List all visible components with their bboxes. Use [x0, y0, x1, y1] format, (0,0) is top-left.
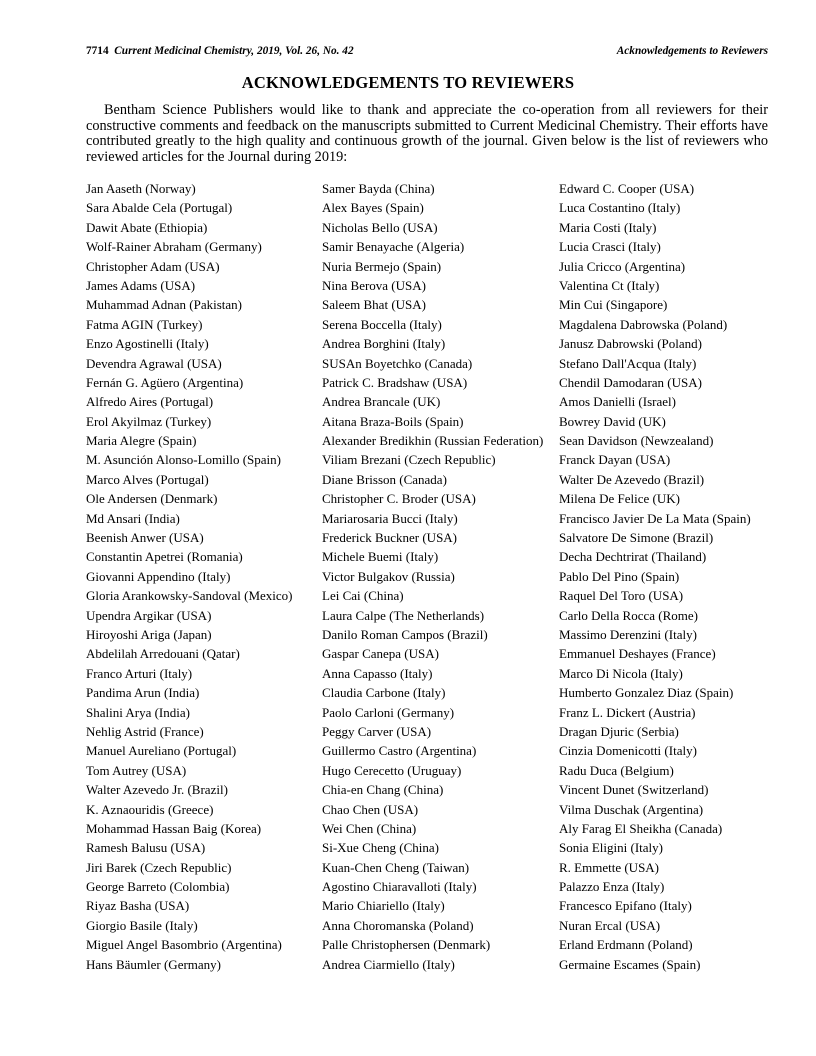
journal-citation: Current Medicinal Chemistry, 2019, Vol. 26, No. 42: [114, 45, 354, 57]
reviewer-entry: Magdalena Dabrowska (Poland): [559, 316, 728, 332]
reviewer-entry: Francesco Epifano (Italy): [559, 898, 692, 914]
reviewer-entry: Raquel Del Toro (USA): [559, 588, 684, 604]
reviewer-entry: Ramesh Balusu (USA): [86, 840, 206, 856]
intro-paragraph: Bentham Science Publishers would like to thank and appreciate the co-operation from all reviewers for their constructive comments and feedback on the manuscripts submitted to Current Medicinal Chemistry. Their efforts have contributed greatly to the high quality and continuous growth of the journal. Given below is the list of reviewers who reviewed articles for the Journal during 2019:: [86, 102, 768, 165]
reviewer-entry: Beenish Anwer (USA): [86, 530, 204, 546]
reviewer-entry: Radu Duca (Belgium): [559, 762, 674, 778]
reviewer-entry: Nina Berova (USA): [322, 277, 426, 293]
reviewer-entry: Lei Cai (China): [322, 588, 404, 604]
reviewer-entry: Samer Bayda (China): [322, 181, 435, 196]
reviewer-entry: Maria Costi (Italy): [559, 219, 657, 235]
reviewer-entry: Erland Erdmann (Poland): [559, 937, 693, 953]
reviewer-entry: K. Aznaouridis (Greece): [86, 801, 214, 817]
section-name: Acknowledgements to Reviewers: [616, 45, 768, 57]
reviewer-entry: Jan Aaseth (Norway): [86, 181, 196, 196]
reviewer-entry: Anna Choromanska (Poland): [322, 917, 474, 933]
reviewer-column-2: [322, 181, 550, 976]
reviewer-entry: Julia Cricco (Argentina): [559, 258, 686, 274]
reviewer-entry: Danilo Roman Campos (Brazil): [322, 626, 488, 642]
reviewer-entry: Serena Boccella (Italy): [322, 316, 442, 332]
reviewer-entry: George Barreto (Colombia): [86, 879, 230, 895]
reviewer-entry: Diane Brisson (Canada): [322, 471, 447, 487]
reviewer-entry: Luca Costantino (Italy): [559, 200, 681, 216]
reviewer-entry: Milena De Felice (UK): [559, 491, 680, 507]
reviewer-entry: Samir Benayache (Algeria): [322, 239, 465, 255]
reviewer-entry: Si-Xue Cheng (China): [322, 840, 439, 856]
page-number: 7714: [86, 45, 109, 57]
reviewer-entry: Upendra Argikar (USA): [86, 607, 212, 623]
reviewer-entry: Giorgio Basile (Italy): [86, 917, 198, 933]
reviewer-entry: Marco Alves (Portugal): [86, 471, 209, 487]
reviewer-entry: Gaspar Canepa (USA): [322, 646, 439, 662]
reviewer-entry: Viliam Brezani (Czech Republic): [322, 452, 496, 468]
reviewer-entry: Miguel Angel Basombrio (Argentina): [86, 937, 282, 953]
reviewer-entry: Andrea Ciarmiello (Italy): [322, 956, 455, 972]
header-left: [86, 45, 354, 57]
reviewer-entry: Hans Bäumler (Germany): [86, 956, 222, 972]
reviewer-entry: Bowrey David (UK): [559, 413, 666, 429]
reviewer-entry: Giovanni Appendino (Italy): [86, 568, 231, 584]
reviewer-entry: Christopher Adam (USA): [86, 258, 220, 274]
reviewer-entry: Franz L. Dickert (Austria): [559, 704, 696, 720]
reviewer-entry: Marco Di Nicola (Italy): [559, 665, 683, 681]
reviewer-entry: Frederick Buckner (USA): [322, 530, 458, 546]
reviewer-entry: Nuran Ercal (USA): [559, 917, 661, 933]
reviewer-entry: Vilma Duschak (Argentina): [559, 801, 704, 817]
reviewer-column-3: [559, 181, 774, 976]
reviewer-entry: Janusz Dabrowski (Poland): [559, 336, 702, 352]
reviewer-entry: Michele Buemi (Italy): [322, 549, 439, 565]
reviewer-entry: Pandima Arun (India): [86, 685, 200, 701]
reviewer-entry: Sean Davidson (Newzealand): [559, 433, 714, 449]
reviewer-entry: Vincent Dunet (Switzerland): [559, 782, 709, 798]
reviewer-entry: Palazzo Enza (Italy): [559, 879, 665, 895]
reviewer-entry: Aly Farag El Sheikha (Canada): [559, 820, 723, 836]
reviewer-entry: Maria Alegre (Spain): [86, 433, 197, 449]
reviewer-entry: Wolf-Rainer Abraham (Germany): [86, 239, 262, 255]
reviewer-entry: Valentina Ct (Italy): [559, 277, 660, 293]
reviewer-entry: Gloria Arankowsky-Sandoval (Mexico): [86, 588, 293, 604]
reviewer-entry: Riyaz Basha (USA): [86, 898, 190, 914]
reviewer-entry: Andrea Brancale (UK): [322, 394, 441, 410]
reviewer-entry: Enzo Agostinelli (Italy): [86, 336, 209, 352]
reviewer-entry: M. Asunción Alonso-Lomillo (Spain): [86, 452, 281, 468]
reviewer-entry: Shalini Arya (India): [86, 704, 190, 720]
reviewer-entry: Mariarosaria Bucci (Italy): [322, 510, 458, 526]
reviewer-entry: Manuel Aureliano (Portugal): [86, 743, 237, 759]
reviewer-entry: Humberto Gonzalez Diaz (Spain): [559, 685, 734, 701]
reviewer-entry: Andrea Borghini (Italy): [322, 336, 446, 352]
reviewer-entry: Claudia Carbone (Italy): [322, 685, 446, 701]
reviewer-entry: Dragan Djuric (Serbia): [559, 723, 679, 739]
reviewer-entry: Tom Autrey (USA): [86, 762, 187, 778]
reviewer-entry: Fatma AGIN (Turkey): [86, 316, 203, 332]
reviewer-entry: Franco Arturi (Italy): [86, 665, 193, 681]
reviewer-entry: Decha Dechtrirat (Thailand): [559, 549, 707, 565]
reviewer-entry: Paolo Carloni (Germany): [322, 704, 455, 720]
reviewer-entry: Chao Chen (USA): [322, 801, 419, 817]
reviewer-entry: Alex Bayes (Spain): [322, 200, 424, 216]
reviewer-entry: Aitana Braza-Boils (Spain): [322, 413, 464, 429]
reviewer-entry: Walter De Azevedo (Brazil): [559, 471, 705, 487]
reviewer-entry: Ole Andersen (Denmark): [86, 491, 218, 507]
reviewer-entry: Muhammad Adnan (Pakistan): [86, 297, 242, 313]
reviewer-entry: Pablo Del Pino (Spain): [559, 568, 680, 584]
reviewer-entry: Nehlig Astrid (France): [86, 723, 204, 739]
reviewer-entry: Salvatore De Simone (Brazil): [559, 530, 714, 546]
reviewer-entry: Agostino Chiaravalloti (Italy): [322, 879, 477, 895]
reviewer-entry: Kuan-Chen Cheng (Taiwan): [322, 859, 470, 875]
reviewer-entry: Constantin Apetrei (Romania): [86, 549, 243, 565]
reviewer-entry: Franck Dayan (USA): [559, 452, 671, 468]
reviewer-entry: James Adams (USA): [86, 277, 196, 293]
reviewer-entry: Dawit Abate (Ethiopia): [86, 219, 208, 235]
reviewer-entry: Germaine Escames (Spain): [559, 956, 701, 972]
reviewer-entry: Alfredo Aires (Portugal): [86, 394, 214, 410]
reviewer-entry: Patrick C. Bradshaw (USA): [322, 374, 468, 390]
reviewer-entry: Emmanuel Deshayes (France): [559, 646, 716, 662]
reviewer-entry: Amos Danielli (Israel): [559, 394, 676, 410]
reviewer-entry: Min Cui (Singapore): [559, 297, 668, 313]
reviewer-entry: SUSAn Boyetchko (Canada): [322, 355, 473, 371]
reviewer-entry: Chendil Damodaran (USA): [559, 374, 702, 390]
reviewer-column-1: [86, 181, 311, 976]
reviewer-entry: Saleem Bhat (USA): [322, 297, 426, 313]
reviewer-entry: Chia-en Chang (China): [322, 782, 444, 798]
reviewer-entry: Jiri Barek (Czech Republic): [86, 859, 232, 875]
reviewer-entry: Devendra Agrawal (USA): [86, 355, 222, 371]
reviewer-entry: Alexander Bredikhin (Russian Federation): [322, 433, 544, 449]
reviewer-entry: Fernán G. Agüero (Argentina): [86, 374, 244, 390]
reviewer-entry: Sara Abalde Cela (Portugal): [86, 200, 233, 216]
reviewer-entry: Hugo Cerecetto (Uruguay): [322, 762, 462, 778]
reviewer-entry: Cinzia Domenicotti (Italy): [559, 743, 697, 759]
reviewer-entry: Carlo Della Rocca (Rome): [559, 607, 698, 623]
reviewer-entry: Guillermo Castro (Argentina): [322, 743, 477, 759]
reviewer-entry: Sonia Eligini (Italy): [559, 840, 663, 856]
reviewer-entry: Anna Capasso (Italy): [322, 665, 433, 681]
reviewer-entry: Md Ansari (India): [86, 510, 180, 526]
reviewer-entry: Lucia Crasci (Italy): [559, 239, 661, 255]
reviewer-entry: Erol Akyilmaz (Turkey): [86, 413, 212, 429]
reviewer-entry: Hiroyoshi Ariga (Japan): [86, 626, 212, 642]
reviewer-entry: Francisco Javier De La Mata (Spain): [559, 510, 751, 526]
reviewer-entry: Nuria Bermejo (Spain): [322, 258, 442, 274]
running-header: [86, 45, 768, 61]
reviewer-entry: Stefano Dall'Acqua (Italy): [559, 355, 697, 371]
reviewer-entry: Christopher C. Broder (USA): [322, 491, 476, 507]
reviewer-entry: R. Emmette (USA): [559, 859, 660, 875]
reviewer-entry: Nicholas Bello (USA): [322, 219, 438, 235]
reviewer-entry: Peggy Carver (USA): [322, 723, 432, 739]
reviewer-entry: Massimo Derenzini (Italy): [559, 626, 697, 642]
reviewer-entry: Mario Chiariello (Italy): [322, 898, 445, 914]
reviewer-entry: Palle Christophersen (Denmark): [322, 937, 491, 953]
reviewer-entry: Laura Calpe (The Netherlands): [322, 607, 485, 623]
page-title: ACKNOWLEDGEMENTS TO REVIEWERS: [241, 73, 575, 92]
reviewer-entry: Wei Chen (China): [322, 820, 417, 836]
reviewer-entry: Walter Azevedo Jr. (Brazil): [86, 782, 228, 798]
reviewer-entry: Abdelilah Arredouani (Qatar): [86, 646, 240, 662]
reviewer-entry: Edward C. Cooper (USA): [559, 181, 695, 196]
reviewer-entry: Victor Bulgakov (Russia): [322, 568, 455, 584]
reviewer-entry: Mohammad Hassan Baig (Korea): [86, 820, 262, 836]
